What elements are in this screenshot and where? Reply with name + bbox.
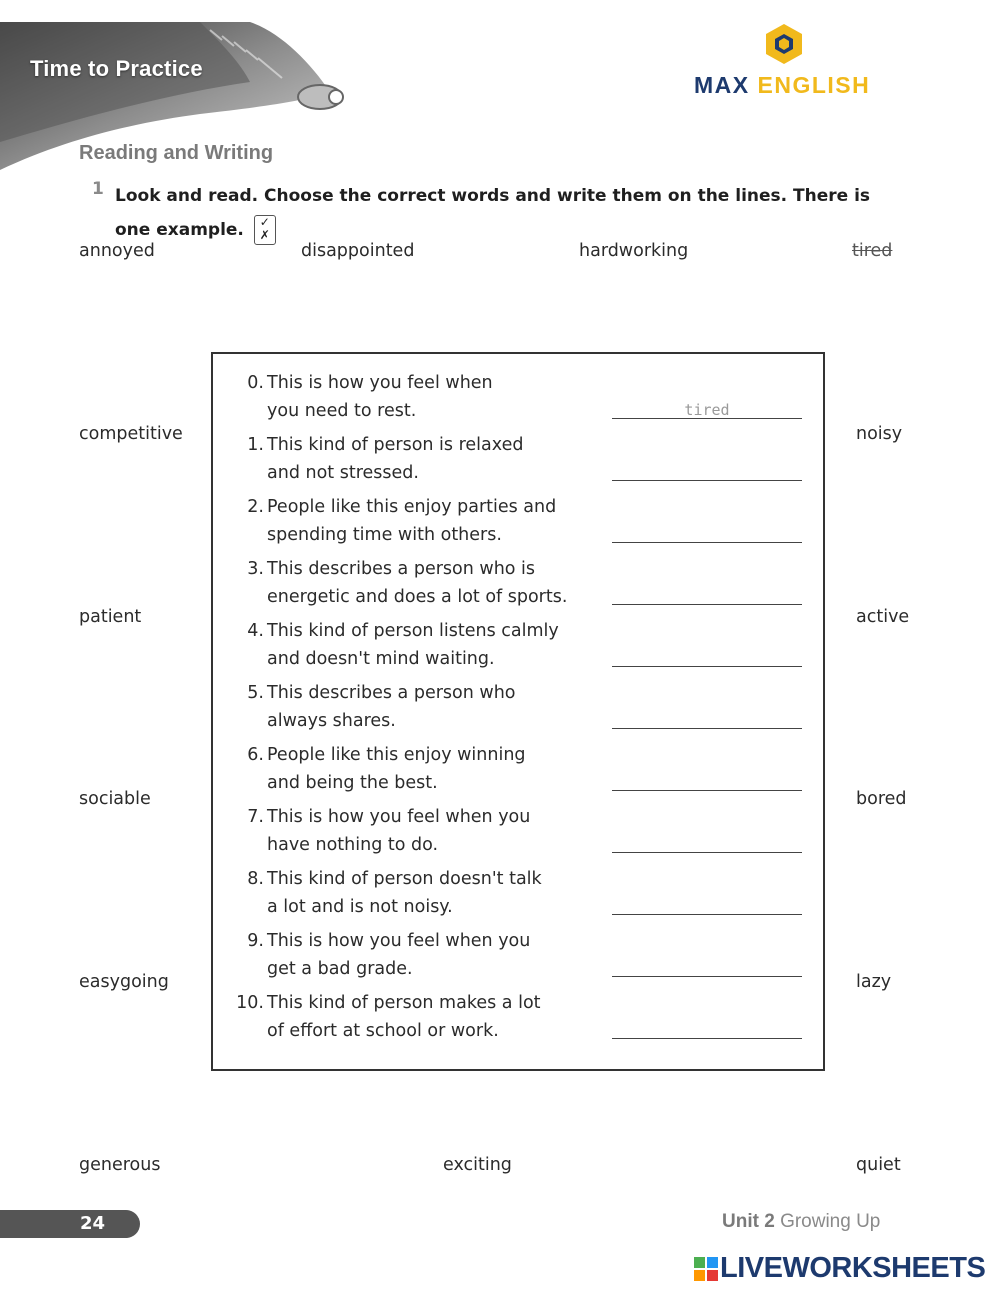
- word-bank-item: competitive: [79, 424, 183, 444]
- answer-line[interactable]: [612, 790, 802, 791]
- word-bank-item: sociable: [79, 789, 151, 809]
- instruction-label: Look and read. Choose the correct words and write them on the lines. There is one example.: [115, 186, 871, 240]
- question-5: [230, 680, 610, 735]
- word-bank-item: noisy: [856, 424, 903, 444]
- question-line-1: This kind of person listens calmly: [267, 621, 559, 641]
- question-4: [230, 618, 610, 673]
- instruction-text: [115, 179, 875, 247]
- question-line-1: This kind of person doesn't talk: [267, 869, 542, 889]
- word-bank-item-crossed: tired: [852, 241, 893, 261]
- word-bank-item: active: [856, 607, 910, 627]
- question-line-1: This is how you feel when you: [267, 931, 531, 951]
- instruction-number: 1: [92, 179, 104, 199]
- answer-line[interactable]: [612, 666, 802, 667]
- question-line-2: get a bad grade.: [267, 958, 413, 979]
- word-bank-item: lazy: [856, 972, 892, 992]
- question-number: 4.: [247, 621, 264, 641]
- answer-line[interactable]: [612, 1038, 802, 1039]
- question-9: [230, 928, 610, 983]
- question-line-1: This kind of person makes a lot: [267, 993, 541, 1013]
- question-number: 8.: [247, 869, 264, 889]
- question-line-1: This is how you feel when you: [267, 807, 531, 827]
- max-english-logo-icon: [762, 22, 806, 66]
- word-bank-item: exciting: [443, 1155, 512, 1175]
- answer-line[interactable]: [612, 604, 802, 605]
- answer-line[interactable]: [612, 728, 802, 729]
- question-line-1: This is how you feel when: [267, 373, 493, 393]
- question-number: 7.: [247, 807, 264, 827]
- word-bank-item: generous: [79, 1155, 161, 1175]
- word-bank-item: quiet: [856, 1155, 901, 1175]
- liveworksheets-watermark: LIVEWORKSHEETS: [720, 1252, 986, 1284]
- check-cross-icon: ✓ ✗: [254, 215, 276, 245]
- question-line-2: energetic and does a lot of sports.: [267, 586, 568, 607]
- word-bank-item: patient: [79, 607, 142, 627]
- answer-line[interactable]: [612, 976, 802, 977]
- question-line-2: of effort at school or work.: [267, 1020, 499, 1041]
- question-number: 9.: [247, 931, 264, 951]
- question-line-1: This describes a person who: [267, 683, 516, 703]
- question-8: [230, 866, 610, 921]
- example-answer: tired: [684, 401, 730, 419]
- question-1: [230, 432, 610, 487]
- question-number: 3.: [247, 559, 264, 579]
- answer-line[interactable]: [612, 418, 802, 419]
- question-line-1: This kind of person is relaxed: [267, 435, 524, 455]
- question-line-1: This describes a person who is: [267, 559, 536, 579]
- question-2: [230, 494, 610, 549]
- unit-number: Unit 2: [722, 1211, 775, 1232]
- question-line-2: a lot and is not noisy.: [267, 896, 453, 917]
- question-number: 1.: [247, 435, 264, 455]
- question-number: 10.: [236, 993, 264, 1013]
- question-line-1: People like this enjoy winning: [267, 745, 526, 765]
- question-number: 6.: [247, 745, 264, 765]
- max-english-logo-text: [694, 72, 870, 99]
- question-number: 5.: [247, 683, 264, 703]
- question-line-2: spending time with others.: [267, 524, 502, 545]
- banner-title: Time to Practice: [30, 56, 203, 81]
- word-bank-item: annoyed: [79, 241, 155, 261]
- word-bank-item: bored: [856, 789, 907, 809]
- question-line-1: People like this enjoy parties and: [267, 497, 557, 517]
- page-number-badge: [0, 1210, 140, 1238]
- question-0: [230, 370, 610, 425]
- word-bank-item: hardworking: [579, 241, 689, 261]
- unit-label: [722, 1211, 880, 1233]
- question-line-2: and not stressed.: [267, 462, 419, 483]
- answer-line[interactable]: [612, 852, 802, 853]
- question-10: [230, 990, 610, 1045]
- answer-line[interactable]: [612, 480, 802, 481]
- question-line-2: and doesn't mind waiting.: [267, 648, 495, 669]
- word-bank-item: easygoing: [79, 972, 169, 992]
- question-line-2: always shares.: [267, 710, 396, 731]
- question-line-2: and being the best.: [267, 772, 438, 793]
- unit-title: Growing Up: [780, 1211, 881, 1232]
- answer-line[interactable]: [612, 914, 802, 915]
- question-line-2: you need to rest.: [267, 400, 417, 421]
- question-3: [230, 556, 610, 611]
- logo-max: MAX: [694, 72, 750, 98]
- question-line-2: have nothing to do.: [267, 834, 439, 855]
- section-title: Reading and Writing: [79, 142, 274, 164]
- question-7: [230, 804, 610, 859]
- answer-line[interactable]: [612, 542, 802, 543]
- liveworksheets-logo-icon: [694, 1257, 718, 1281]
- page-number: 24: [80, 1213, 106, 1234]
- logo-english: ENGLISH: [757, 72, 871, 98]
- question-number: 2.: [247, 497, 264, 517]
- question-number: 0.: [247, 373, 264, 393]
- question-6: [230, 742, 610, 797]
- word-bank-item: disappointed: [301, 241, 415, 261]
